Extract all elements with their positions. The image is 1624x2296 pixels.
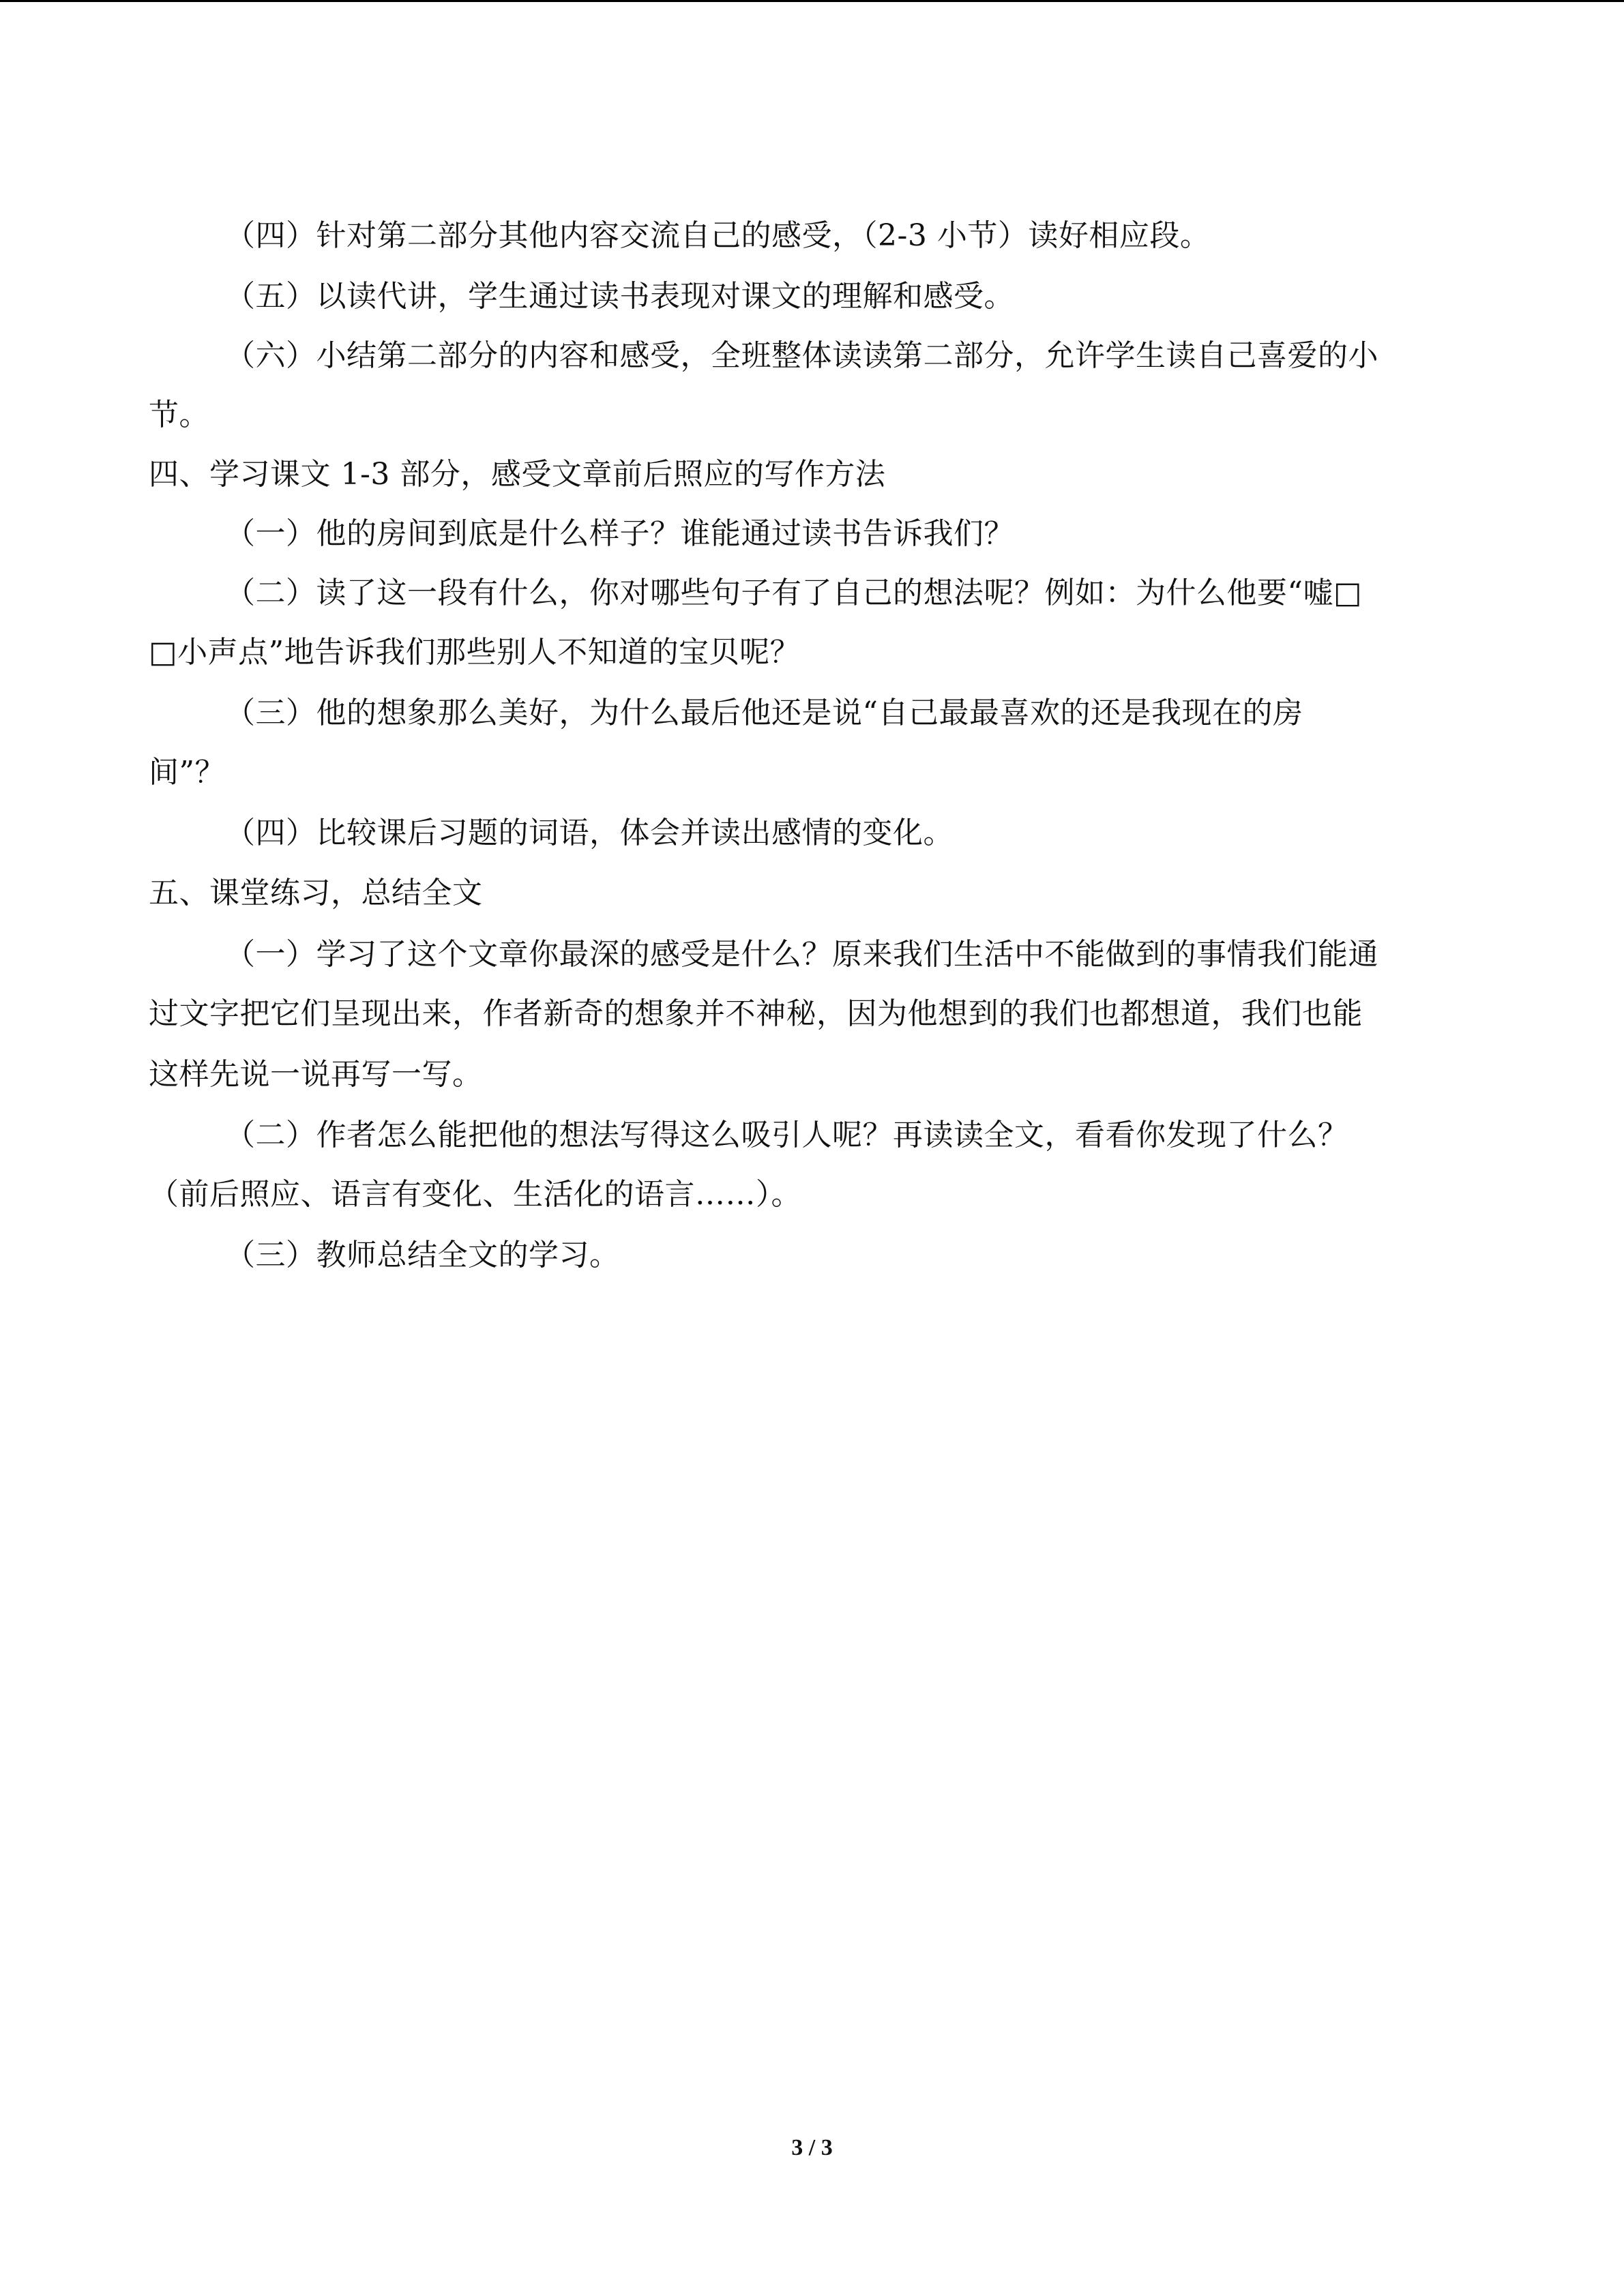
top-border-line [0, 0, 1624, 2]
section-heading: 五、课堂练习，总结全文 [149, 876, 483, 910]
paragraph-line: （四）针对第二部分其他内容交流自己的感受，（2-3 小节）读好相应段。 [225, 218, 1211, 253]
page-number: 3 / 3 [791, 2135, 833, 2160]
paragraph-line: 这样先说一说再写一写。 [149, 1057, 483, 1092]
paragraph-line: （三）教师总结全文的学习。 [225, 1238, 620, 1272]
paragraph-line: （二）作者怎么能把他的想法写得这么吸引人呢？再读读全文，看看你发现了什么？ [225, 1118, 1348, 1152]
paragraph-line: （二）读了这一段有什么，你对哪些句子有了自己的想法呢？例如：为什么他要“嘘□ [225, 576, 1363, 610]
paragraph-line: （一）学习了这个文章你最深的感受是什么？原来我们生活中不能做到的事情我们能通 [225, 937, 1378, 972]
section-heading: 四、学习课文 1-3 部分，感受文章前后照应的写作方法 [149, 457, 886, 492]
paragraph-line: （六）小结第二部分的内容和感受，全班整体读读第二部分，允许学生读自己喜爱的小 [225, 338, 1378, 373]
paragraph-line: （一）他的房间到底是什么样子？谁能通过读书告诉我们？ [225, 516, 1014, 551]
paragraph-line: 间”？ [149, 755, 225, 790]
paragraph-line: 过文字把它们呈现出来，作者新奇的想象并不神秘，因为他想到的我们也都想道，我们也能 [149, 996, 1363, 1031]
paragraph-line: （前后照应、语言有变化、生活化的语言……）。 [149, 1177, 801, 1212]
paragraph-line: （四）比较课后习题的词语，体会并读出感情的变化。 [225, 816, 954, 850]
paragraph-line: □小声点”地告诉我们那些别人不知道的宝贝呢？ [149, 635, 801, 670]
paragraph-line: 节。 [149, 398, 209, 432]
paragraph-line: （三）他的想象那么美好，为什么最后他还是说“自己最最喜欢的还是我现在的房 [225, 696, 1303, 730]
paragraph-line: （五）以读代讲，学生通过读书表现对课文的理解和感受。 [225, 279, 1014, 314]
